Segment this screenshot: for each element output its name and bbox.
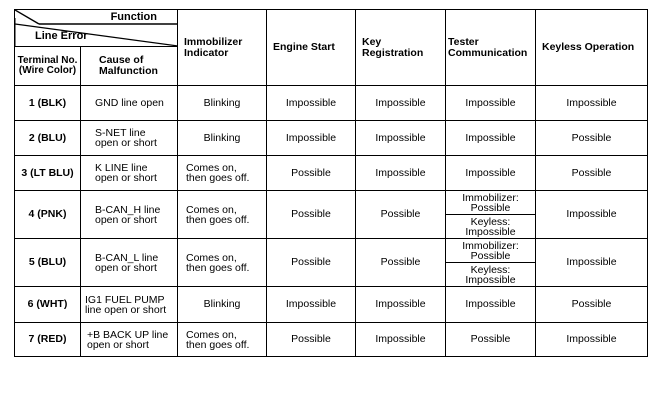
keyless-operation-header bbox=[536, 10, 648, 86]
tester-text: Immobilizer: bbox=[462, 191, 519, 204]
cause-cell bbox=[81, 86, 178, 121]
keyless-operation-cell: Impossible bbox=[536, 191, 648, 239]
terminal-cell: 2 (BLU) bbox=[15, 121, 81, 156]
indicator-text: Comes on, bbox=[186, 328, 237, 341]
engine-start-cell: Impossible bbox=[267, 86, 356, 121]
table-row bbox=[15, 239, 648, 263]
engine-start-cell: Impossible bbox=[267, 121, 356, 156]
tester-communication-subcell bbox=[446, 263, 536, 287]
indicator-cell bbox=[178, 239, 267, 287]
cause-text: open or short bbox=[95, 261, 157, 274]
line-error-table-container bbox=[14, 9, 648, 357]
cause-text: S-NET line bbox=[95, 127, 146, 139]
indicator-text: then goes off. bbox=[186, 172, 250, 184]
header-text: Terminal No. bbox=[17, 55, 78, 66]
line-error-table bbox=[14, 9, 648, 357]
tester-text: Keyless: bbox=[470, 263, 511, 276]
header-text: Tester bbox=[448, 35, 479, 48]
header-text: Immobilizer bbox=[184, 35, 243, 48]
indicator-cell bbox=[178, 191, 267, 239]
tester-communication-cell: Impossible bbox=[446, 287, 536, 323]
indicator-text: Comes on, bbox=[186, 203, 237, 216]
cause-text: K LINE line bbox=[95, 162, 148, 174]
key-registration-cell: Possible bbox=[356, 191, 446, 239]
cause-cell bbox=[81, 323, 178, 357]
engine-start-header bbox=[267, 10, 356, 86]
cause-cell bbox=[81, 239, 178, 287]
cause-text: B-CAN_L line bbox=[95, 251, 159, 264]
cause-text: line open or short bbox=[85, 303, 167, 316]
table-row bbox=[15, 323, 648, 357]
cause-cell bbox=[81, 121, 178, 156]
header-text: (Wire Color) bbox=[18, 65, 77, 76]
cause-cell bbox=[81, 287, 178, 323]
header-text: Keyless Operation bbox=[542, 41, 635, 53]
indicator-text: then goes off. bbox=[186, 213, 250, 226]
terminal-cell: 4 (PNK) bbox=[15, 191, 81, 239]
header-text: Indicator bbox=[184, 46, 229, 59]
key-registration-cell: Impossible bbox=[356, 323, 446, 357]
tester-text: Possible bbox=[470, 201, 511, 214]
key-registration-cell: Impossible bbox=[356, 86, 446, 121]
indicator-text: Comes on, bbox=[186, 162, 237, 174]
tester-communication-cell: Impossible bbox=[446, 121, 536, 156]
engine-start-cell: Impossible bbox=[267, 287, 356, 323]
tester-communication-subcell bbox=[446, 215, 536, 239]
header-text: Key bbox=[362, 35, 382, 48]
keyless-operation-cell: Impossible bbox=[536, 239, 648, 287]
key-registration-header bbox=[356, 10, 446, 86]
cause-text: B-CAN_H line bbox=[95, 203, 161, 216]
terminal-cell: 5 (BLU) bbox=[15, 239, 81, 287]
tester-text: Impossible bbox=[465, 225, 516, 238]
tester-communication-cell: Impossible bbox=[446, 156, 536, 191]
terminal-cell: 1 (BLK) bbox=[15, 86, 81, 121]
cause-text: IG1 FUEL PUMP bbox=[85, 293, 165, 306]
engine-start-cell: Possible bbox=[267, 156, 356, 191]
table-row bbox=[15, 287, 648, 323]
tester-communication-cell: Impossible bbox=[446, 86, 536, 121]
tester-communication-cell: Possible bbox=[446, 323, 536, 357]
table-row bbox=[15, 121, 648, 156]
engine-start-cell: Possible bbox=[267, 239, 356, 287]
key-registration-cell: Impossible bbox=[356, 287, 446, 323]
table-row bbox=[15, 86, 648, 121]
function-header-label: Function bbox=[110, 11, 157, 23]
key-registration-cell: Possible bbox=[356, 239, 446, 287]
key-registration-cell: Impossible bbox=[356, 121, 446, 156]
keyless-operation-cell: Impossible bbox=[536, 86, 648, 121]
tester-communication-header bbox=[446, 10, 536, 86]
keyless-operation-cell: Possible bbox=[536, 287, 648, 323]
engine-start-cell: Possible bbox=[267, 191, 356, 239]
cause-text: +B BACK UP line bbox=[87, 328, 169, 341]
tester-text: Possible bbox=[470, 249, 511, 262]
indicator-text: then goes off. bbox=[186, 338, 250, 351]
cause-text: GND line open bbox=[95, 97, 164, 109]
terminal-cell: 7 (RED) bbox=[15, 323, 81, 357]
cause-text: open or short bbox=[87, 338, 149, 351]
indicator-text: Comes on, bbox=[186, 251, 237, 264]
cause-text: open or short bbox=[95, 172, 157, 184]
indicator-text: then goes off. bbox=[186, 261, 250, 274]
cause-header bbox=[81, 47, 178, 86]
cause-cell bbox=[81, 191, 178, 239]
cause-text: open or short bbox=[95, 137, 157, 149]
terminal-cell: 6 (WHT) bbox=[15, 287, 81, 323]
header-text: Cause of bbox=[99, 54, 144, 66]
tester-text: Immobilizer: bbox=[462, 239, 519, 252]
header-text: Engine Start bbox=[273, 41, 335, 53]
immobilizer-indicator-header bbox=[178, 10, 267, 86]
keyless-operation-cell: Possible bbox=[536, 156, 648, 191]
header-corner-cell bbox=[15, 10, 178, 47]
indicator-cell: Blinking bbox=[178, 121, 267, 156]
header-text: Communication bbox=[448, 46, 528, 59]
line-error-header-label: Line Error bbox=[35, 30, 88, 42]
tester-communication-subcell bbox=[446, 191, 536, 215]
indicator-cell: Blinking bbox=[178, 86, 267, 121]
keyless-operation-cell: Impossible bbox=[536, 323, 648, 357]
header-text: Registration bbox=[362, 46, 424, 59]
keyless-operation-cell: Possible bbox=[536, 121, 648, 156]
tester-text: Keyless: bbox=[470, 215, 511, 228]
indicator-cell bbox=[178, 323, 267, 357]
cause-cell bbox=[81, 156, 178, 191]
table-row bbox=[15, 191, 648, 215]
key-registration-cell: Impossible bbox=[356, 156, 446, 191]
header-text: Malfunction bbox=[99, 65, 158, 77]
indicator-cell: Blinking bbox=[178, 287, 267, 323]
indicator-cell bbox=[178, 156, 267, 191]
cause-text: open or short bbox=[95, 213, 157, 226]
terminal-header bbox=[15, 47, 81, 86]
engine-start-cell: Possible bbox=[267, 323, 356, 357]
tester-communication-subcell bbox=[446, 239, 536, 263]
table-row bbox=[15, 156, 648, 191]
tester-text: Impossible bbox=[465, 273, 516, 286]
terminal-cell: 3 (LT BLU) bbox=[15, 156, 81, 191]
